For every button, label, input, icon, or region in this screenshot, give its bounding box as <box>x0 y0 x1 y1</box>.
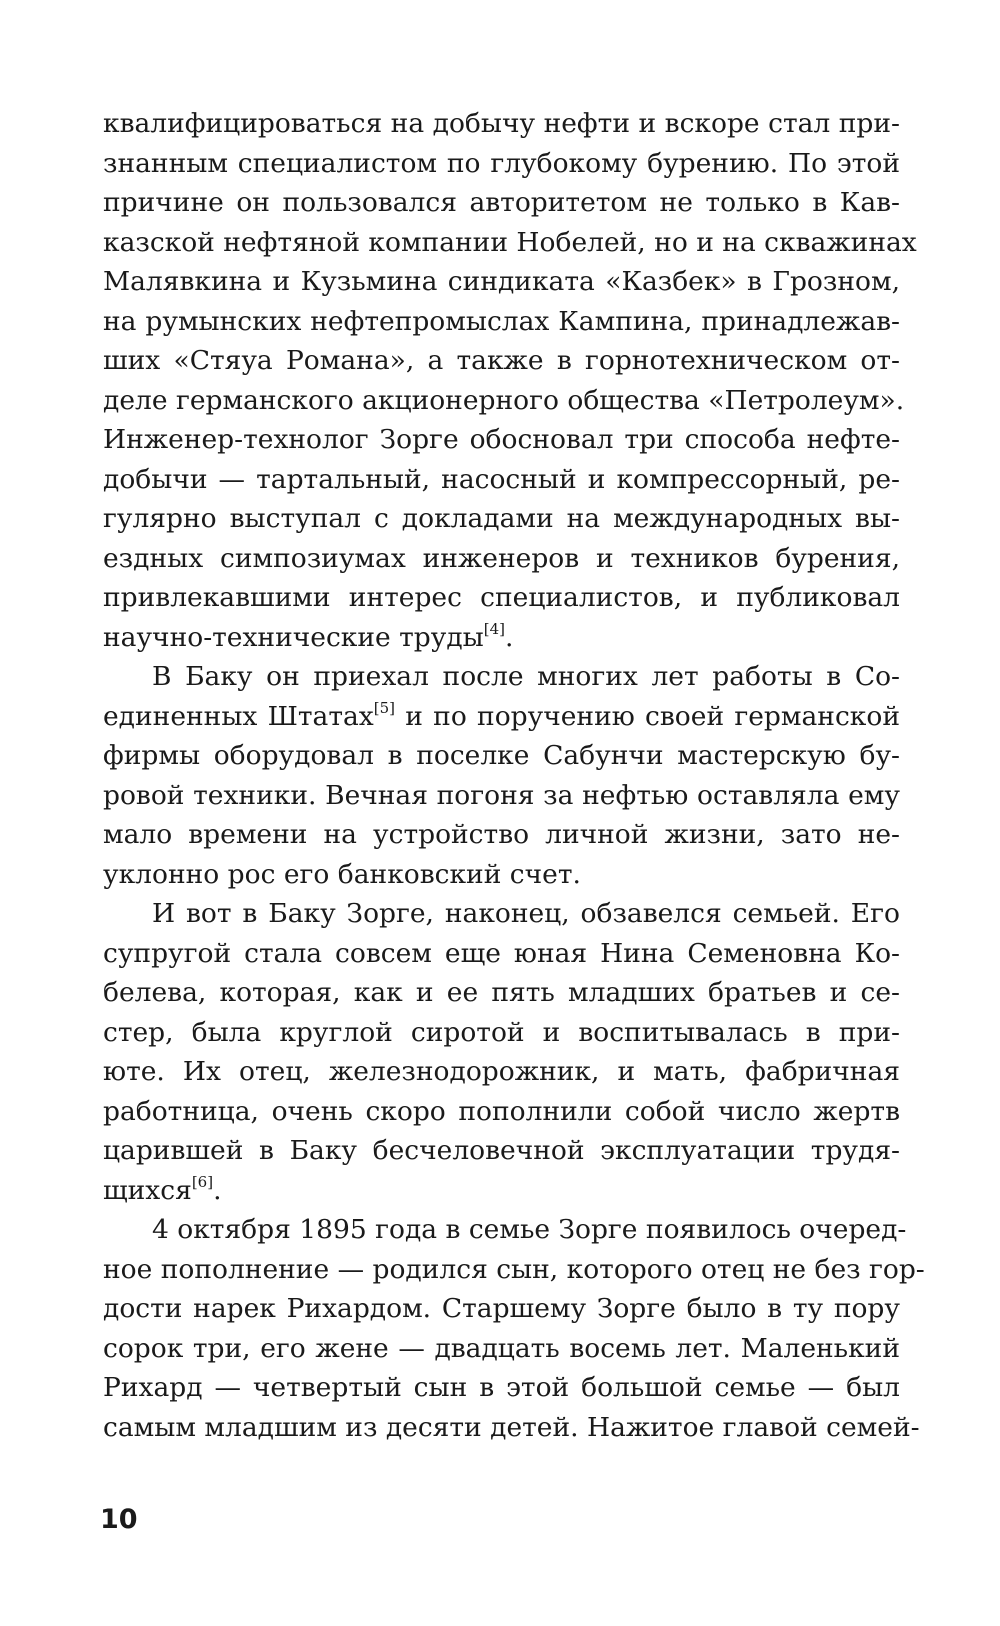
text-line: ровой техники. Вечная погоня за нефтью оставляла ему <box>103 779 900 811</box>
body-text <box>103 104 925 1447</box>
line-tail: . <box>505 621 514 653</box>
text-line <box>103 618 900 658</box>
text-line: царившей в Баку бесчеловечной эксплуатации трудя- <box>103 1135 900 1166</box>
text-line: ших «Стяуа Романа», а также в горнотехническом от- <box>103 345 900 376</box>
text-line: И вот в Баку Зорге, наконец, обзавелся семьей. Его <box>152 898 900 929</box>
text-line: гулярно выступал с докладами на международных вы- <box>103 503 900 534</box>
text-line <box>103 697 900 737</box>
text-line: знанным специалистом по глубокому бурению. По этой <box>103 147 900 179</box>
line-text: научно-технические труды <box>103 621 484 653</box>
text-line: ездных симпозиумах инженеров и техников бурения, <box>103 542 900 574</box>
text-line: ное пополнение — родился сын, которого отец не без гор- <box>103 1253 925 1285</box>
text-line: самым младшим из десяти детей. Нажитое главой семей- <box>103 1411 920 1443</box>
text-line: 4 октября 1895 года в семье Зорге появилось очеред- <box>152 1214 907 1245</box>
text-line: деле германского акционерного общества «Петролеум». <box>103 384 905 416</box>
text-line: Малявкина и Кузьмина синдиката «Казбек» в Грозном, <box>103 266 900 297</box>
text-line: супругой стала совсем еще юная Нина Семеновна Ко- <box>103 937 900 969</box>
text-line: стер, была круглой сиротой и воспитывалась в при- <box>103 1016 900 1048</box>
text-line: на румынских нефтепромыслах Кампина, принадлежав- <box>103 305 900 337</box>
footnote-ref-6[interactable]: [6] <box>191 1172 214 1191</box>
text-line: сорок три, его жене — двадцать восемь лет. Маленький <box>103 1332 900 1364</box>
text-line: В Баку он приехал после многих лет работы в Со- <box>152 661 900 692</box>
page-number: 10 <box>100 1504 138 1535</box>
line-text: щихся <box>103 1174 192 1206</box>
text-line: причине он пользовался авторитетом не только в Кав- <box>103 187 900 218</box>
line-text: единенных Штатах <box>103 700 374 732</box>
line-tail: и по поручению своей германской <box>394 700 900 732</box>
line-tail: . <box>213 1174 222 1206</box>
text-line: фирмы оборудовал в поселке Сабунчи мастерскую бу- <box>103 740 900 771</box>
text-line: Рихард — четвертый сын в этой большой семье — был <box>103 1372 900 1403</box>
text-line: работница, очень скоро пополнили собой число жертв <box>103 1095 900 1127</box>
text-line: Инженер-технолог Зорге обосновал три способа нефте- <box>103 424 900 455</box>
text-line: юте. Их отец, железнодорожник, и мать, фабричная <box>103 1056 900 1087</box>
text-line: дости нарек Рихардом. Старшему Зорге было в ту пору <box>103 1293 900 1324</box>
text-line: мало времени на устройство личной жизни, зато не- <box>103 819 900 850</box>
footnote-ref-4[interactable]: [4] <box>483 619 506 638</box>
text-line: квалифицироваться на добычу нефти и вскоре стал при- <box>103 108 900 139</box>
text-line: привлекавшими интерес специалистов, и публиковал <box>103 582 900 613</box>
text-line: белева, которая, как и ее пять младших братьев и се- <box>103 977 900 1008</box>
text-line: уклонно рос его банковский счет. <box>103 858 581 890</box>
text-line: казской нефтяной компании Нобелей, но и на скважинах <box>103 226 917 258</box>
text-line <box>103 1171 900 1211</box>
footnote-ref-5[interactable]: [5] <box>373 698 395 717</box>
text-line: добычи — тартальный, насосный и компрессорный, ре- <box>103 463 900 495</box>
